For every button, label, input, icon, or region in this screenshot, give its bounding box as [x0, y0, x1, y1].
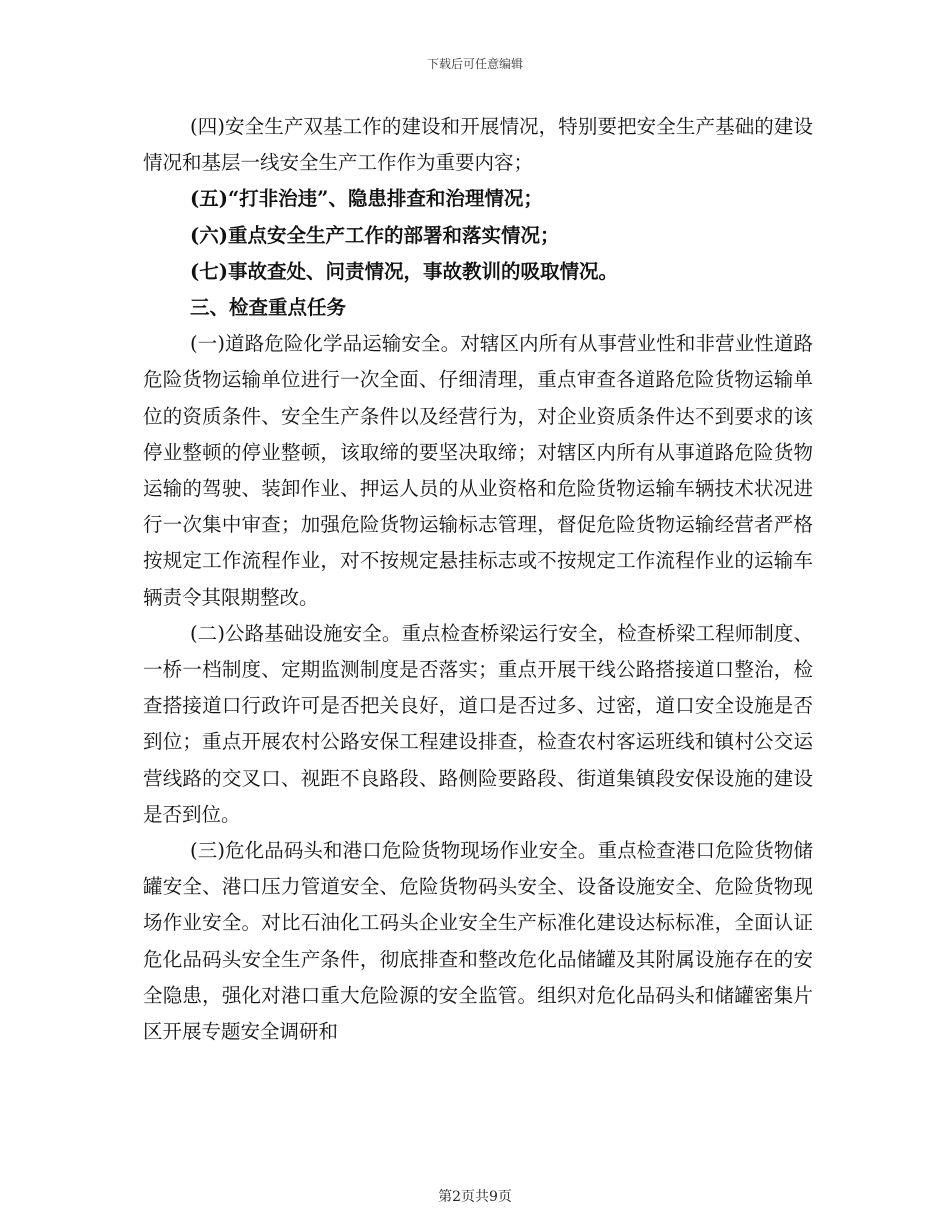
- paragraph-task-3: (三)危化品码头和港口危险货物现场作业安全。重点检查港口危险货物储罐安全、港口压力管道安全、危险货物码头安全、设备设施安全、危险货物现场作业安全。对比石油化工码头企业安全生产标准化建设达标标准，全面认证危化品码头安全生产条件，彻底排查和整改危化品储罐及其附属设施存在的安全隐患，强化对港口重大危险源的安全监管。组织对危化品码头和储罐密集片区开展专题安全调研和: [143, 839, 813, 1044]
- paragraph-task-2: (二)公路基础设施安全。重点检查桥梁运行安全，检查桥梁工程师制度、一桥一档制度、定期监测制度是否落实；重点开展干线公路搭接道口整治，检查搭接道口行政许可是否把关良好，道口是否过多、过密，道口安全设施是否到位；重点开展农村公路安保工程建设排查，检查农村客运班线和镇村公交运营线路的交叉口、视距不良路段、路侧险要路段、街道集镇段安保设施的建设是否到位。: [143, 621, 813, 826]
- paragraph-item-5: (五)“打非治违”、隐患排查和治理情况；: [190, 187, 543, 211]
- page-header: 下载后可任意编辑: [426, 57, 523, 71]
- section-heading-3: 三、检查重点任务: [190, 296, 347, 320]
- document-body: [143, 109, 813, 1050]
- paragraph-item-7: (七)事故查处、问责情况，事故教训的吸取情况。: [190, 259, 618, 283]
- paragraph-item-4: (四)安全生产双基工作的建设和开展情况，特别要把安全生产基础的建设情况和基层一线安全生产工作作为重要内容；: [143, 115, 813, 175]
- page-footer: 第2页共9页: [438, 1189, 512, 1205]
- paragraph-item-6: (六)重点安全生产工作的部署和落实情况；: [190, 223, 560, 247]
- paragraph-task-1: (一)道路危险化学品运输安全。对辖区内所有从事营业性和非营业性道路危险货物运输单位进行一次全面、仔细清理，重点审查各道路危险货物运输单位的资质条件、安全生产条件以及经营行为，对企业资质条件达不到要求的该停业整顿的停业整顿，该取缔的要坚决取缔；对辖区内所有从事道路危险货物运输的驾驶、装卸作业、押运人员的从业资格和危险货物运输车辆技术状况进行一次集中审查；加强危险货物运输标志管理，督促危险货物运输经营者严格按规定工作流程作业，对不按规定悬挂标志或不按规定工作流程作业的运输车辆责令其限期整改。: [143, 332, 813, 609]
